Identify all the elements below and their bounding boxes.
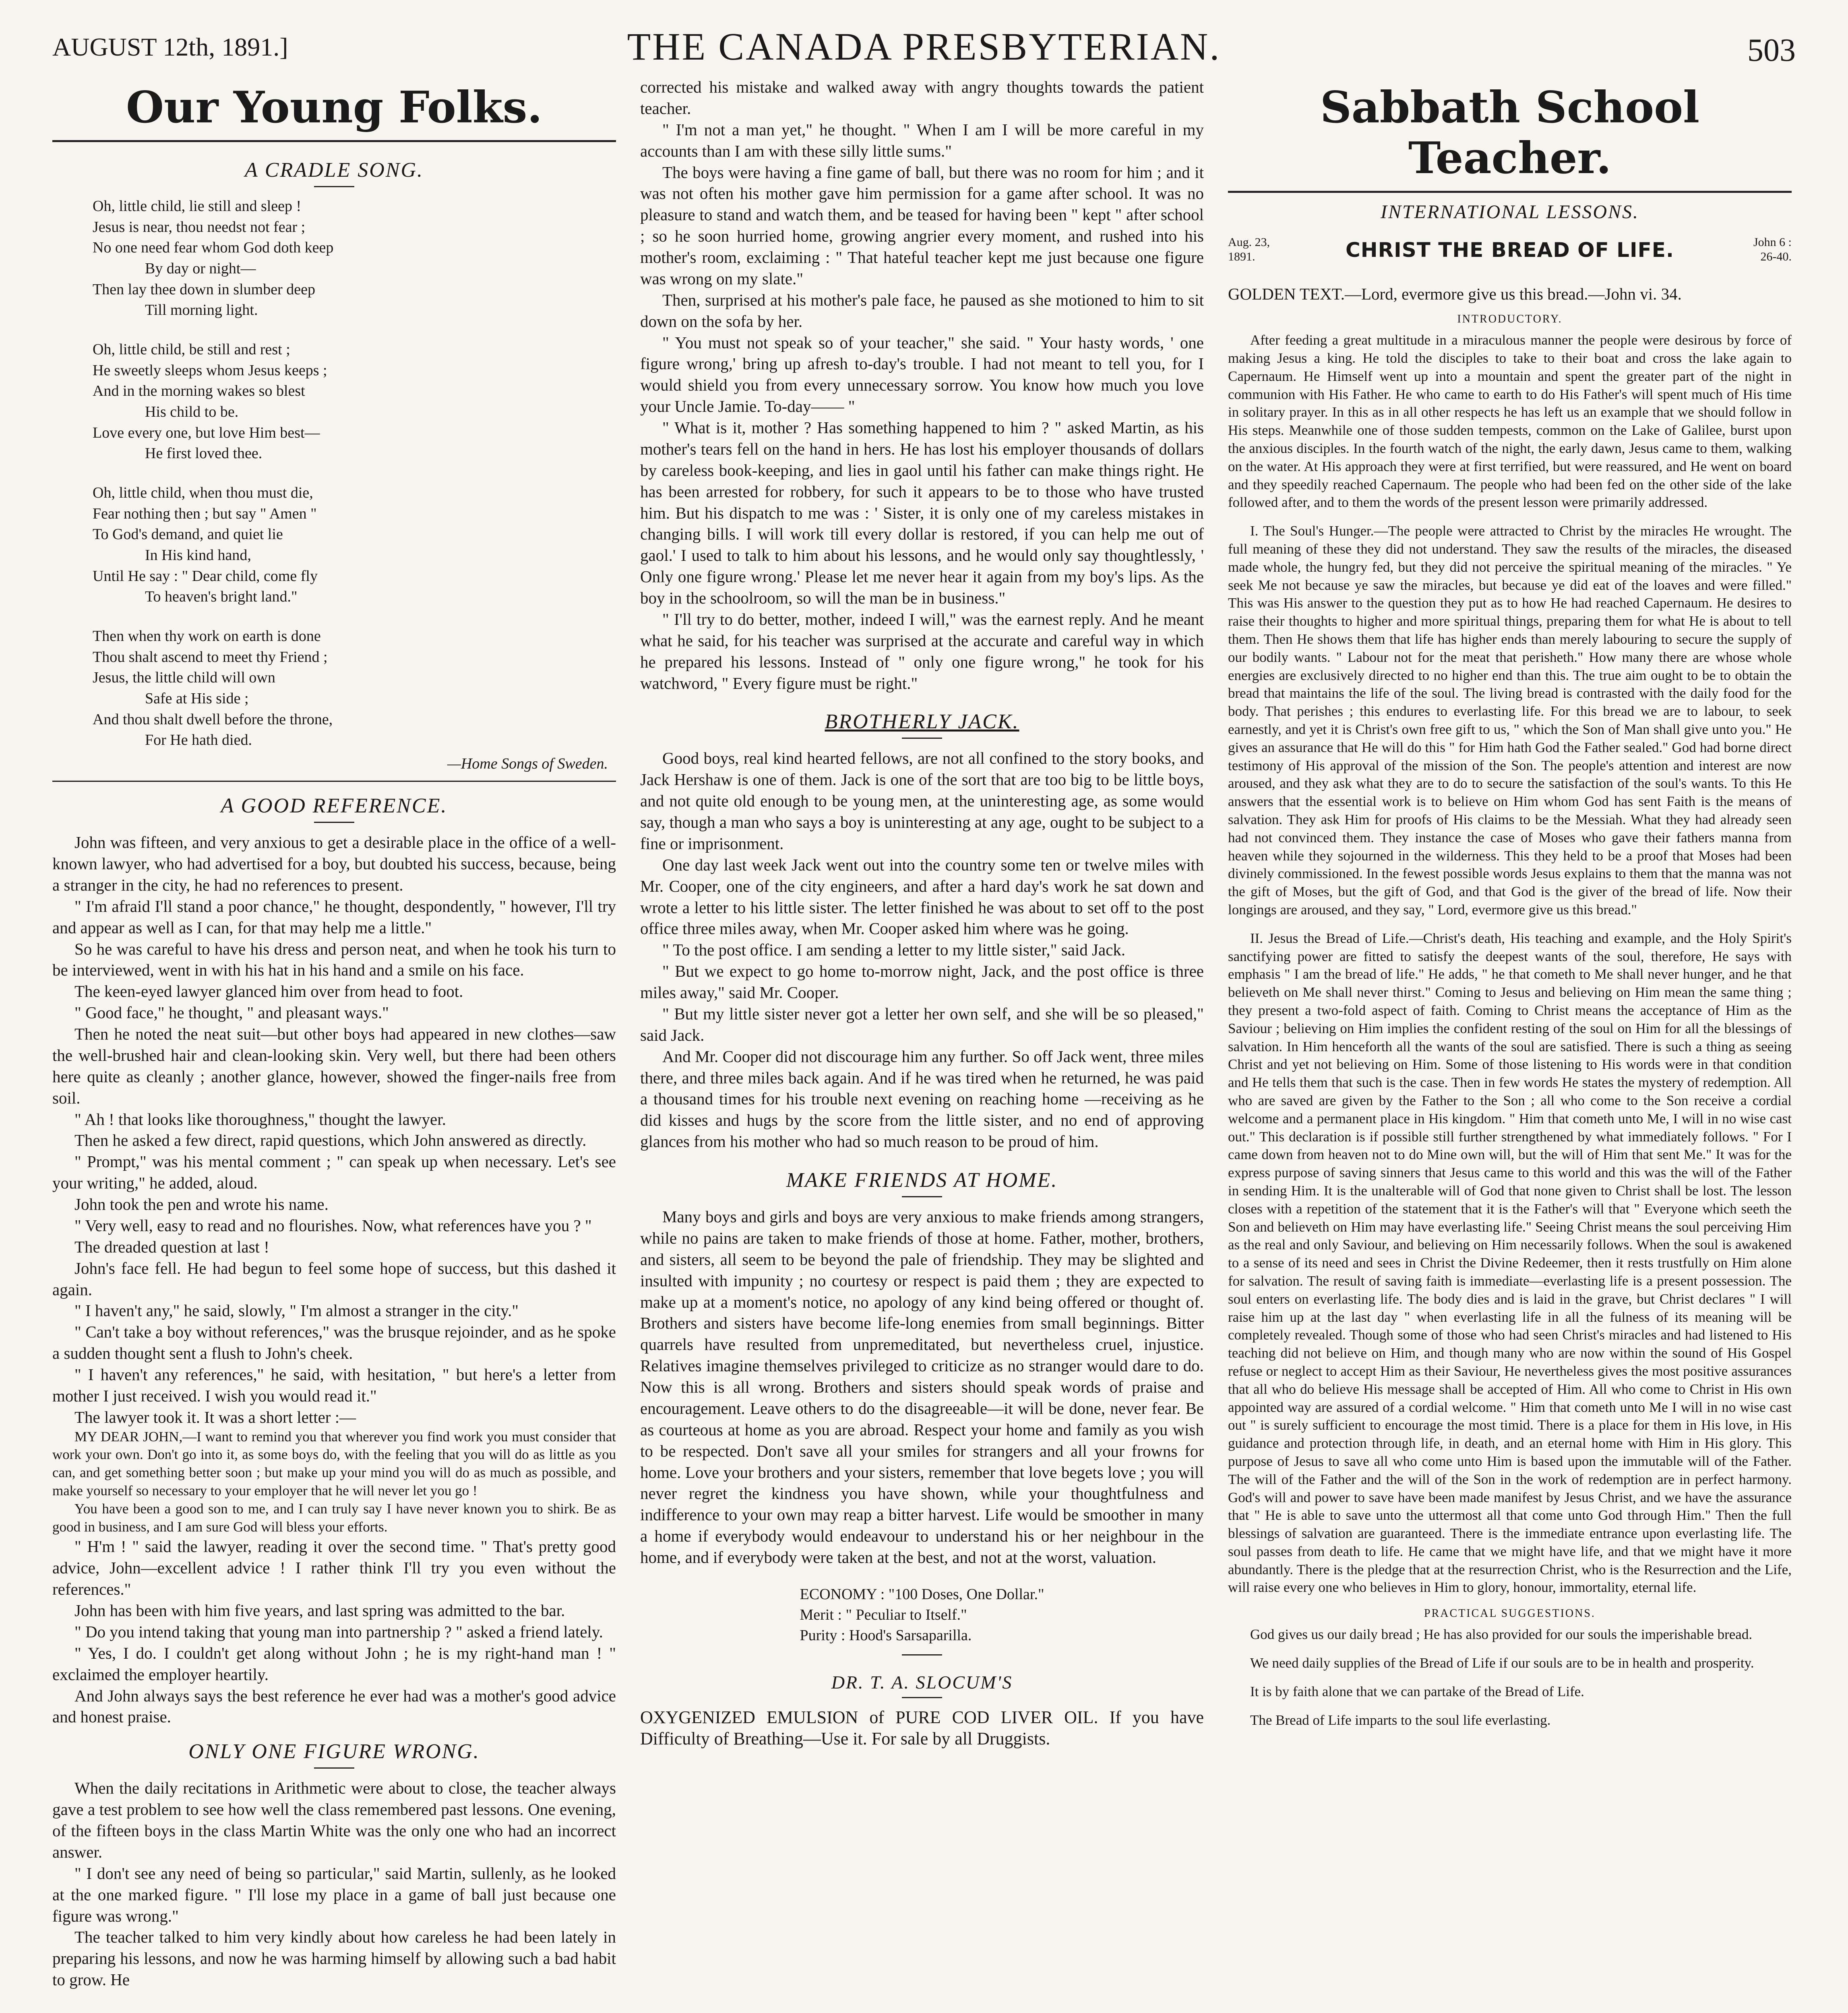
poem-stanza bbox=[93, 483, 616, 608]
paragraph: " Do you intend taking that young man into partnership ? " asked a friend lately. bbox=[74, 1622, 603, 1641]
paragraph: And Mr. Cooper did not discourage him any further. So off Jack went, three miles there, and three miles back again. And if he was tired when he returned, he was paid a thousand times for his trouble next evening on reaching home —receiving as he did kisses and hugs by the score from the little sister, and no end of approving glances from his mother who had so much reason to be proud of him. bbox=[640, 1047, 1204, 1151]
paragraph: The keen-eyed lawyer glanced him over from head to foot. bbox=[74, 982, 463, 1001]
lesson-date-line: Aug. 23, bbox=[1228, 236, 1270, 249]
section-heading-young-folks: Our Young Folks. bbox=[126, 82, 543, 133]
mother-letter bbox=[52, 1428, 616, 1500]
ad-line: ECONOMY : "100 Doses, One Dollar." bbox=[800, 1585, 1044, 1603]
point-label: II. Jesus the Bread of Life. bbox=[1250, 930, 1409, 946]
ad-line: Merit : " Peculiar to Itself." bbox=[800, 1606, 967, 1624]
section-rule bbox=[1228, 191, 1792, 193]
ad-rule bbox=[902, 1654, 942, 1655]
paragraph: The lawyer took it. It was a short letter :— bbox=[74, 1407, 356, 1426]
article-body-one-figure-wrong-continued bbox=[640, 76, 1204, 694]
poem-line: Jesus, the little child will own bbox=[93, 669, 275, 686]
paragraph: " What is it, mother ? Has something happened to him ? " asked Martin, as his mother's tears fell on the hand in hers. He has lost his employer thousands of dollars by careless book-keeping, and lies in gaol until his father can make things right. He has been arrested for robbery, for such it appears to be to those who have trusted him. But his dispatch to me was : ' Sister, it is only one of my careless mistakes in changing bills. I will work till every dollar is restored, if you can help me out of gaol.' I used to talk to him about his lessons, and he would only say thoughtlessly, ' Only one figure wrong.' Please let me never hear it again from my boy's lips. As the boy in the schoolroom, so will the man be in business." bbox=[640, 418, 1204, 607]
poem-line: Then when thy work on earth is done bbox=[93, 628, 321, 645]
poem-line: Till morning light. bbox=[145, 302, 258, 319]
paragraph: Then, surprised at his mother's pale face, he paused as she motioned to him to sit down on the sofa by her. bbox=[640, 290, 1204, 331]
poem-line: Then lay thee down in slumber deep bbox=[93, 281, 315, 298]
poem-line: And in the morning wakes so blest bbox=[93, 382, 305, 400]
lesson-date-line: 1891. bbox=[1228, 250, 1255, 263]
article-body-make-friends bbox=[640, 1206, 1204, 1568]
point-label: I. The Soul's Hunger. bbox=[1250, 523, 1374, 539]
poem-line: Jesus is near, thou needst not fear ; bbox=[93, 218, 306, 236]
lesson-point-1 bbox=[1228, 522, 1792, 919]
practical-suggestions-heading: PRACTICAL SUGGESTIONS. bbox=[1424, 1607, 1596, 1620]
poem-line: Oh, little child, be still and rest ; bbox=[93, 341, 290, 358]
poem-stanza bbox=[93, 626, 616, 751]
poem-stanza bbox=[93, 196, 616, 321]
paragraph: " I haven't any references," he said, with hesitation, " but here's a letter from mother I just received. I wish you would read it." bbox=[52, 1365, 616, 1405]
article-title-one-figure-wrong: ONLY ONE FIGURE WRONG. bbox=[188, 1740, 480, 1763]
introductory-heading: INTRODUCTORY. bbox=[1457, 313, 1563, 326]
ad-lines bbox=[800, 1584, 1044, 1646]
paragraph: " Can't take a boy without references," was the brusque rejoinder, and as he spoke a sudden thought sent a flush to John's cheek. bbox=[52, 1323, 616, 1363]
practical-suggestion: It is by faith alone that we can partake of the Bread of Life. bbox=[1250, 1683, 1584, 1699]
poem-line: Love every one, but love Him best— bbox=[93, 424, 320, 441]
introductory-text: After feeding a great multitude in a miraculous manner the people were desirous by force of making Jesus a king. He told the disciples to take to their boat and cross the lake again to Capernaum. He Himself went up into a mountain and spent the greater part of the night in communion with His Father. He who came to earth to do His Father's will spent much of His time in solitary prayer. In this as in all other respects he has left us an example that we should follow in His steps. Meanwhile one of those sudden tempests, common on the Lake of Galilee, burst upon the anxious disciples. In the fourth watch of the night, the early dawn, Jesus came to them, walking on the water. At His approach they were at first terrified, but were reassured, and He went on board and they speedily reached Capernaum. The people who had been fed on the other side of the lake followed after, and to them the words of the present lesson were primarily addressed. bbox=[1228, 332, 1792, 510]
paragraph: " Good face," he thought, " and pleasant ways." bbox=[74, 1003, 389, 1022]
poem-line: To heaven's bright land." bbox=[145, 588, 298, 606]
paragraph: " Prompt," was his mental comment ; " can speak up when necessary. Let's see your writing," he added, aloud. bbox=[52, 1152, 616, 1193]
lesson-title: CHRIST THE BREAD OF LIFE. bbox=[1346, 238, 1674, 262]
poem-line: He sweetly sleeps whom Jesus keeps ; bbox=[93, 362, 327, 379]
column-2 bbox=[640, 76, 1204, 2013]
paragraph: Then he asked a few direct, rapid questions, which John answered as directly. bbox=[74, 1131, 587, 1150]
poem-line: No one need fear whom God doth keep bbox=[93, 239, 334, 256]
article-title-make-friends: MAKE FRIENDS AT HOME. bbox=[786, 1169, 1058, 1192]
column-3 bbox=[1228, 76, 1792, 2013]
paragraph: When the daily recitations in Arithmetic were about to close, the teacher always gave a test problem to see how well the class remembered past lessons. One evening, of the fifteen boys in the class Martin White was the only one who had an incorrect answer. bbox=[52, 1779, 616, 1861]
letter-text: —I want to remind you that wherever you find work you must consider that work your own. Don't go into it, as some boys do, with the feeling that you will do as little as you can, and get something better soon ; but make up your mind you will do as much as possible, and make yourself so necessary to your employer that he will never let you go ! bbox=[52, 1428, 616, 1499]
paragraph: " Ah ! that looks like thoroughness," thought the lawyer. bbox=[74, 1110, 446, 1128]
poem-line: Oh, little child, lie still and sleep ! bbox=[93, 198, 302, 215]
article-body-one-figure-wrong bbox=[52, 1777, 616, 1990]
title-rule bbox=[314, 822, 354, 823]
poem-line: His child to be. bbox=[145, 403, 239, 421]
paragraph: " But we expect to go home to-morrow night, Jack, and the post office is three miles away," said Mr. Cooper. bbox=[640, 962, 1204, 1002]
lesson-subheading: INTERNATIONAL LESSONS. bbox=[1380, 201, 1639, 223]
poem-cradle-song bbox=[93, 196, 616, 751]
poem-line: Safe at His side ; bbox=[145, 690, 249, 707]
lesson-point-2 bbox=[1228, 930, 1792, 1597]
practical-suggestion: God gives us our daily bread ; He has also provided for our souls the imperishable bread. bbox=[1250, 1627, 1753, 1643]
paragraph: John's face fell. He had begun to feel some hope of success, but this dashed it again. bbox=[52, 1259, 616, 1299]
ad-title-slocum: DR. T. A. SLOCUM'S bbox=[831, 1672, 1013, 1693]
poem-attribution: —Home Songs of Sweden. bbox=[447, 755, 608, 773]
title-rule bbox=[902, 738, 942, 739]
poem-line: Oh, little child, when thou must die, bbox=[93, 484, 313, 502]
paragraph: " To the post office. I am sending a letter to my little sister," said Jack. bbox=[662, 940, 1126, 959]
poem-line: Fear nothing then ; but say " Amen " bbox=[93, 505, 317, 522]
running-header bbox=[52, 16, 1796, 68]
poem-line: Until He say : " Dear child, come fly bbox=[93, 567, 318, 585]
paragraph: corrected his mistake and walked away with angry thoughts towards the patient teacher. bbox=[640, 78, 1204, 118]
paragraph: John was fifteen, and very anxious to get a desirable place in the office of a well-known lawyer, who had advertised for a boy, but doubted his success, because, being a stranger in the city, he had no references to present. bbox=[52, 833, 616, 894]
golden-text-label: GOLDEN TEXT. bbox=[1228, 285, 1345, 303]
paragraph: The dreaded question at last ! bbox=[74, 1237, 269, 1256]
paragraph: One day last week Jack went out into the country some ten or twelve miles with Mr. Cooper, one of the city engineers, and after a hard day's work he sat down and wrote a letter to his little sister. The letter finished he was about to set off to the post office three miles away, when Mr. Cooper asked him where was he going. bbox=[640, 855, 1204, 938]
section-rule bbox=[52, 140, 616, 142]
lesson-header bbox=[1228, 235, 1792, 271]
article-body-brotherly-jack bbox=[640, 748, 1204, 1152]
title-rule bbox=[314, 1767, 354, 1769]
paragraph: " H'm ! " said the lawyer, reading it over the second time. " That's pretty good advice, John—excellent advice ! I rather think I'll try you even without the references." bbox=[52, 1537, 616, 1599]
paragraph: " I don't see any need of being so particular," said Martin, sullenly, as he looked at the one marked figure. " I'll lose my place in a game of ball just because one figure was wrong." bbox=[52, 1864, 616, 1925]
ad-body-slocum: OXYGENIZED EMULSION of PURE COD LIVER OIL. If you have Difficulty of Breathing—Use it. For sale by all Druggists. bbox=[640, 1707, 1204, 1748]
article-body-good-reference bbox=[52, 832, 616, 1728]
paragraph: And John always says the best reference he ever had was a mother's good advice and honest praise. bbox=[52, 1686, 616, 1726]
point-text: —Christ's death, His teaching and example, and the Holy Spirit's sanctifying power are fitted to satisfy the deepest wants of the soul, therefore, He says with emphasis " I am the bread of life." He adds, " he that cometh to Me shall never hunger, and he that believeth on Me shall never thirst." Coming to Jesus and believing on Him mean the same thing ; they present a two-fold aspect of faith. Coming to Christ means the acceptance of Him as the Saviour ; believing on Him implies the confident resting of the soul on Him for all the blessings of salvation. In Him henceforth all the wants of the soul are satisfied. There is such a thing as seeing Christ and yet not believing on Him. Some of those listening to His words were in that condition and He tells them that such is the case. Then in few words He states the mystery of redemption. All who are saved are given by the Father to the Son ; all who come to the Son receive a cordial welcome and a permanent place in His kingdom. " Him that cometh unto Me, I will in no wise cast out." This declaration is if possible still further strengthened by what immediately follows. " For I came down from heaven not to do Mine own will, but the will of Him that sent Me." It was for the express purpose of saving sinners that Jesus came to this world and this was the will of the Father in sending Him. It is the unalterable will of God that none given to Christ shall be lost. The lesson closes with a repetition of the statement that it is the Father's will that " Everyone which seeth the Son and believeth on Him may have everlasting life." Seeing Christ means the soul perceiving Him as the real and only Saviour, and believing on Him necessarily follows. When the soul is awakened to a sense of its need and sees in Christ the Divine Redeemer, then it rests trustfully on Him alone for salvation. The result of saving faith is immediate—everlasting life is a present possession. The soul enters on everlasting life. The body dies and is laid in the grave, but Christ declares " I will raise him up at the last day " when everlasting life in all the fulness of its meaning will be completely revealed. Though some of those who had seen Christ's miracles and had listened to His teaching did not believe on Him, and though many who are now within the sound of His Gospel refuse or neglect to accept Him as their Saviour, He nevertheless gives the most positive assurances that all who do believe His message shall be accepted of Him. All who come to Christ in His own appointed way are assured of a cordial welcome. " Him that cometh unto Me I will in no wise cast out " is surely sufficient to encourage the most timid. There is a place for them in His love, in His guidance and protection through life, in death, and an eternal home with Him in His glory. This purpose of Jesus to save all who come unto Him is based upon the immutable will of the Father. The will of the Father and the will of the Son in the work of redemption are in perfect harmony. God's will and power to save have been made manifest by Jesus Christ, and we have the assurance that " He is able to save unto the uttermost all that come unto God through Him." Then the full blessings of salvation are guaranteed. There is the immediate entrance upon everlasting life. The soul passes from death to life. He came that we might have life, and that we might have it more abundantly. There is the pledge that at the resurrection Christ, who is the Resurrection and the Life, will raise every one who believes in Him to glory, honour, immortality, eternal life. bbox=[1228, 930, 1792, 1596]
point-text: —The people were attracted to Christ by the miracles He wrought. The full meaning of these they did not understand. They saw the results of the miracles, the diseased made whole, the hungry fed, but they did not perceive the spiritual meaning of the miracles. " Ye seek Me not because ye saw the miracles, but because ye did eat of the loaves and were filled." This was His answer to the question they put as to how He had reached Capernaum. He desires to raise their thoughts to higher and more spiritual things, preparing them for what He is about to tell them. Then He shows them that life has higher ends than merely labouring to secure the supply of our bodily wants. " Labour not for the meat that perisheth." How many there are whose whole energies are exclusively directed to no higher end than this. The true aim ought to be to obtain the bread that maintains the life of the soul. The living bread is contrasted with the daily food for the body. That perishes ; this endures to everlasting life. For this bread we are to labour, to seek earnestly, and yet it is Christ's own free gift to us, " which the Son of Man shall give unto you." He gives an assurance that He will do this " for Him hath God the Father sealed." God had borne direct testimony of His approval of the mission of the Son. The people's attention and interest are now aroused, and they ask what they are to do to secure the satisfaction of the soul's wants. To this He answers that the essential work is to believe on Him whom God has sent Faith is the means of salvation. They ask Him for proofs of His claims to be the Messiah. What they had already seen had not convinced them. They instance the case of Moses who gave their fathers manna from heaven while they sojourned in the wilderness. This they held to be a proof that Moses had been divinely commissioned. In the fewest possible words Jesus explains to them that the manna was not the gift of Moses, but the gift of God, and that God is the giver of the bread of life. Now their longings are aroused, and they say, " Lord, evermore give us this bread." bbox=[1228, 523, 1792, 918]
advertisement-hoods bbox=[640, 1584, 1204, 1646]
paragraph: " I'll try to do better, mother, indeed I will," was the earnest reply. And he meant what he said, for his teacher was surprised at the accurate and careful way in which he prepared his lessons. Instead of " only one figure wrong," he took for his watchword, " Every figure must be right." bbox=[640, 610, 1204, 692]
golden-text-body: —Lord, evermore give us this bread.—John vi. 34. bbox=[1344, 285, 1682, 303]
paragraph: The boys were having a fine game of ball, but there was no room for him ; and it was not often his mother gave him permission for a game after school. It was no pleasure to stand and watch them, and be teased for having been " kept " after school ; so he soon hurried home, growing angrier every moment, and rushed into his mother's room, exclaiming : " That hateful teacher kept me just because one figure was wrong on my slate." bbox=[640, 163, 1204, 288]
paragraph: " I'm afraid I'll stand a poor chance," he thought, despondently, " however, I'll try and appear as well as I can, for that may help me a little." bbox=[52, 897, 616, 937]
lesson-reference bbox=[1711, 235, 1792, 264]
paragraph: " But my little sister never got a letter her own self, and she will be so pleased," said Jack. bbox=[640, 1004, 1204, 1044]
poem-line: In His kind hand, bbox=[145, 547, 251, 564]
practical-suggestion: We need daily supplies of the Bread of Life if our souls are to be in health and prosperity. bbox=[1250, 1655, 1754, 1671]
poem-line: And thou shalt dwell before the throne, bbox=[93, 711, 333, 728]
poem-line: To God's demand, and quiet lie bbox=[93, 526, 283, 543]
paragraph: The teacher talked to him very kindly about how careless he had been lately in preparing his lessons, and now he was harming himself by allowing such a bad habit to grow. He bbox=[52, 1928, 616, 1989]
paragraph: " Very well, easy to read and no flourishes. Now, what references have you ? " bbox=[74, 1216, 592, 1235]
paragraph: Good boys, real kind hearted fellows, are not all confined to the story books, and Jack Hershaw is one of them. Jack is one of the sort that are too big to be little boys, and not quite old enough to be young men, at the uninteresting age, as some would say, though a man who says a boy is uninteresting at any age, ought to be subject to a fine or imprisonment. bbox=[640, 749, 1204, 853]
mother-letter-continued: You have been a good son to me, and I can truly say I have never known you to shirk. Be as good in business, and I am sure God will bless your efforts. bbox=[52, 1500, 616, 1535]
poem-stanza bbox=[93, 339, 616, 464]
golden-text bbox=[1228, 283, 1792, 305]
paragraph: " I'm not a man yet," he thought. " When I am I will be more careful in my accounts than I am with these silly little sums." bbox=[640, 120, 1204, 160]
poem-line: Thou shalt ascend to meet thy Friend ; bbox=[93, 648, 328, 665]
publication-title: THE CANADA PRESBYTERIAN. bbox=[627, 25, 1221, 68]
title-rule bbox=[314, 186, 354, 187]
poem-line: By day or night— bbox=[145, 260, 256, 277]
paragraph: Then he noted the neat suit—but other boys had appeared in new clothes—saw the well-brushed hair and clean-looking skin. Very well, but there had been others here quite as cleanly ; another glance, however, showed the finger-nails free from soil. bbox=[52, 1025, 616, 1107]
practical-suggestion: The Bread of Life imparts to the soul life everlasting. bbox=[1250, 1712, 1551, 1728]
title-rule bbox=[902, 1697, 942, 1698]
page-number: 503 bbox=[1747, 33, 1796, 68]
poem-line: For He hath died. bbox=[145, 732, 252, 749]
lesson-ref-line: 26-40. bbox=[1760, 250, 1792, 263]
article-title-cradle-song: A CRADLE SONG. bbox=[244, 159, 424, 182]
issue-date: AUGUST 12th, 1891.] bbox=[52, 33, 288, 61]
title-rule bbox=[902, 1196, 942, 1197]
paragraph: John took the pen and wrote his name. bbox=[74, 1195, 329, 1213]
paragraph: So he was careful to have his dress and person neat, and when he took his turn to be interviewed, went in with his hat in his hand and a smile on his face. bbox=[52, 939, 616, 980]
article-title-brotherly-jack: BROTHERLY JACK. bbox=[825, 710, 1019, 734]
paragraph: Many boys and girls and boys are very anxious to make friends among strangers, while no pains are taken to make friends of those at home. Father, mother, brothers, and sisters, all seem to be beyond the pale of friendship. They may be slighted and insulted with impunity ; no courtesy or respect is paid them ; they are expected to make up at a moment's notice, no apology of any kind being offered or thought of. Brothers and sisters have become life-long enemies from small beginnings. Bitter quarrels have resulted from unpremeditated, but nevertheless cruel, injustice. Relatives imagine themselves privileged to criticize as no stranger would dare to do. Now this is all wrong. Brothers and sisters should speak words of praise and encouragement. Leave others to do the disagreeable—it will be done, never fear. Be as courteous at home as you are abroad. Respect your home and family as you wish to be respected. Don't save all your smiles for strangers and all your frowns for home. Love your brothers and your sisters, remember that love begets love ; you will never regret the kindness you have shown, while your thoughtfulness and indifference to your own may reap a bitter harvest. Life would be smoother in many a home if everybody would endeavour to understand his or her neighbour in the home, and if everybody were taken at the best, and not at the worst, valuation. bbox=[640, 1207, 1204, 1567]
paragraph: John has been with him five years, and last spring was admitted to the bar. bbox=[74, 1601, 565, 1620]
paragraph: " You must not speak so of your teacher," she said. " Your hasty words, ' one figure wrong,' bring up afresh to-day's trouble. I had not meant to tell you, for I would shield you from every unnecessary sorrow. You know how much you love your Uncle Jamie. To-day—— " bbox=[640, 333, 1204, 416]
section-heading-sabbath: Sabbath School Teacher. bbox=[1320, 82, 1700, 184]
letter-salutation: MY DEAR JOHN, bbox=[74, 1428, 183, 1445]
paragraph: " I haven't any," he said, slowly, " I'm almost a stranger in the city." bbox=[74, 1301, 519, 1320]
article-divider bbox=[52, 781, 616, 782]
paragraph: " Yes, I do. I couldn't get along without John ; he is my right-hand man ! " exclaimed the employer heartily. bbox=[52, 1643, 616, 1684]
column-1 bbox=[52, 76, 616, 2013]
ad-line: Purity : Hood's Sarsaparilla. bbox=[800, 1627, 972, 1644]
lesson-ref-line: John 6 : bbox=[1753, 236, 1792, 249]
article-title-good-reference: A GOOD REFERENCE. bbox=[221, 794, 448, 818]
poem-line: He first loved thee. bbox=[145, 445, 263, 462]
